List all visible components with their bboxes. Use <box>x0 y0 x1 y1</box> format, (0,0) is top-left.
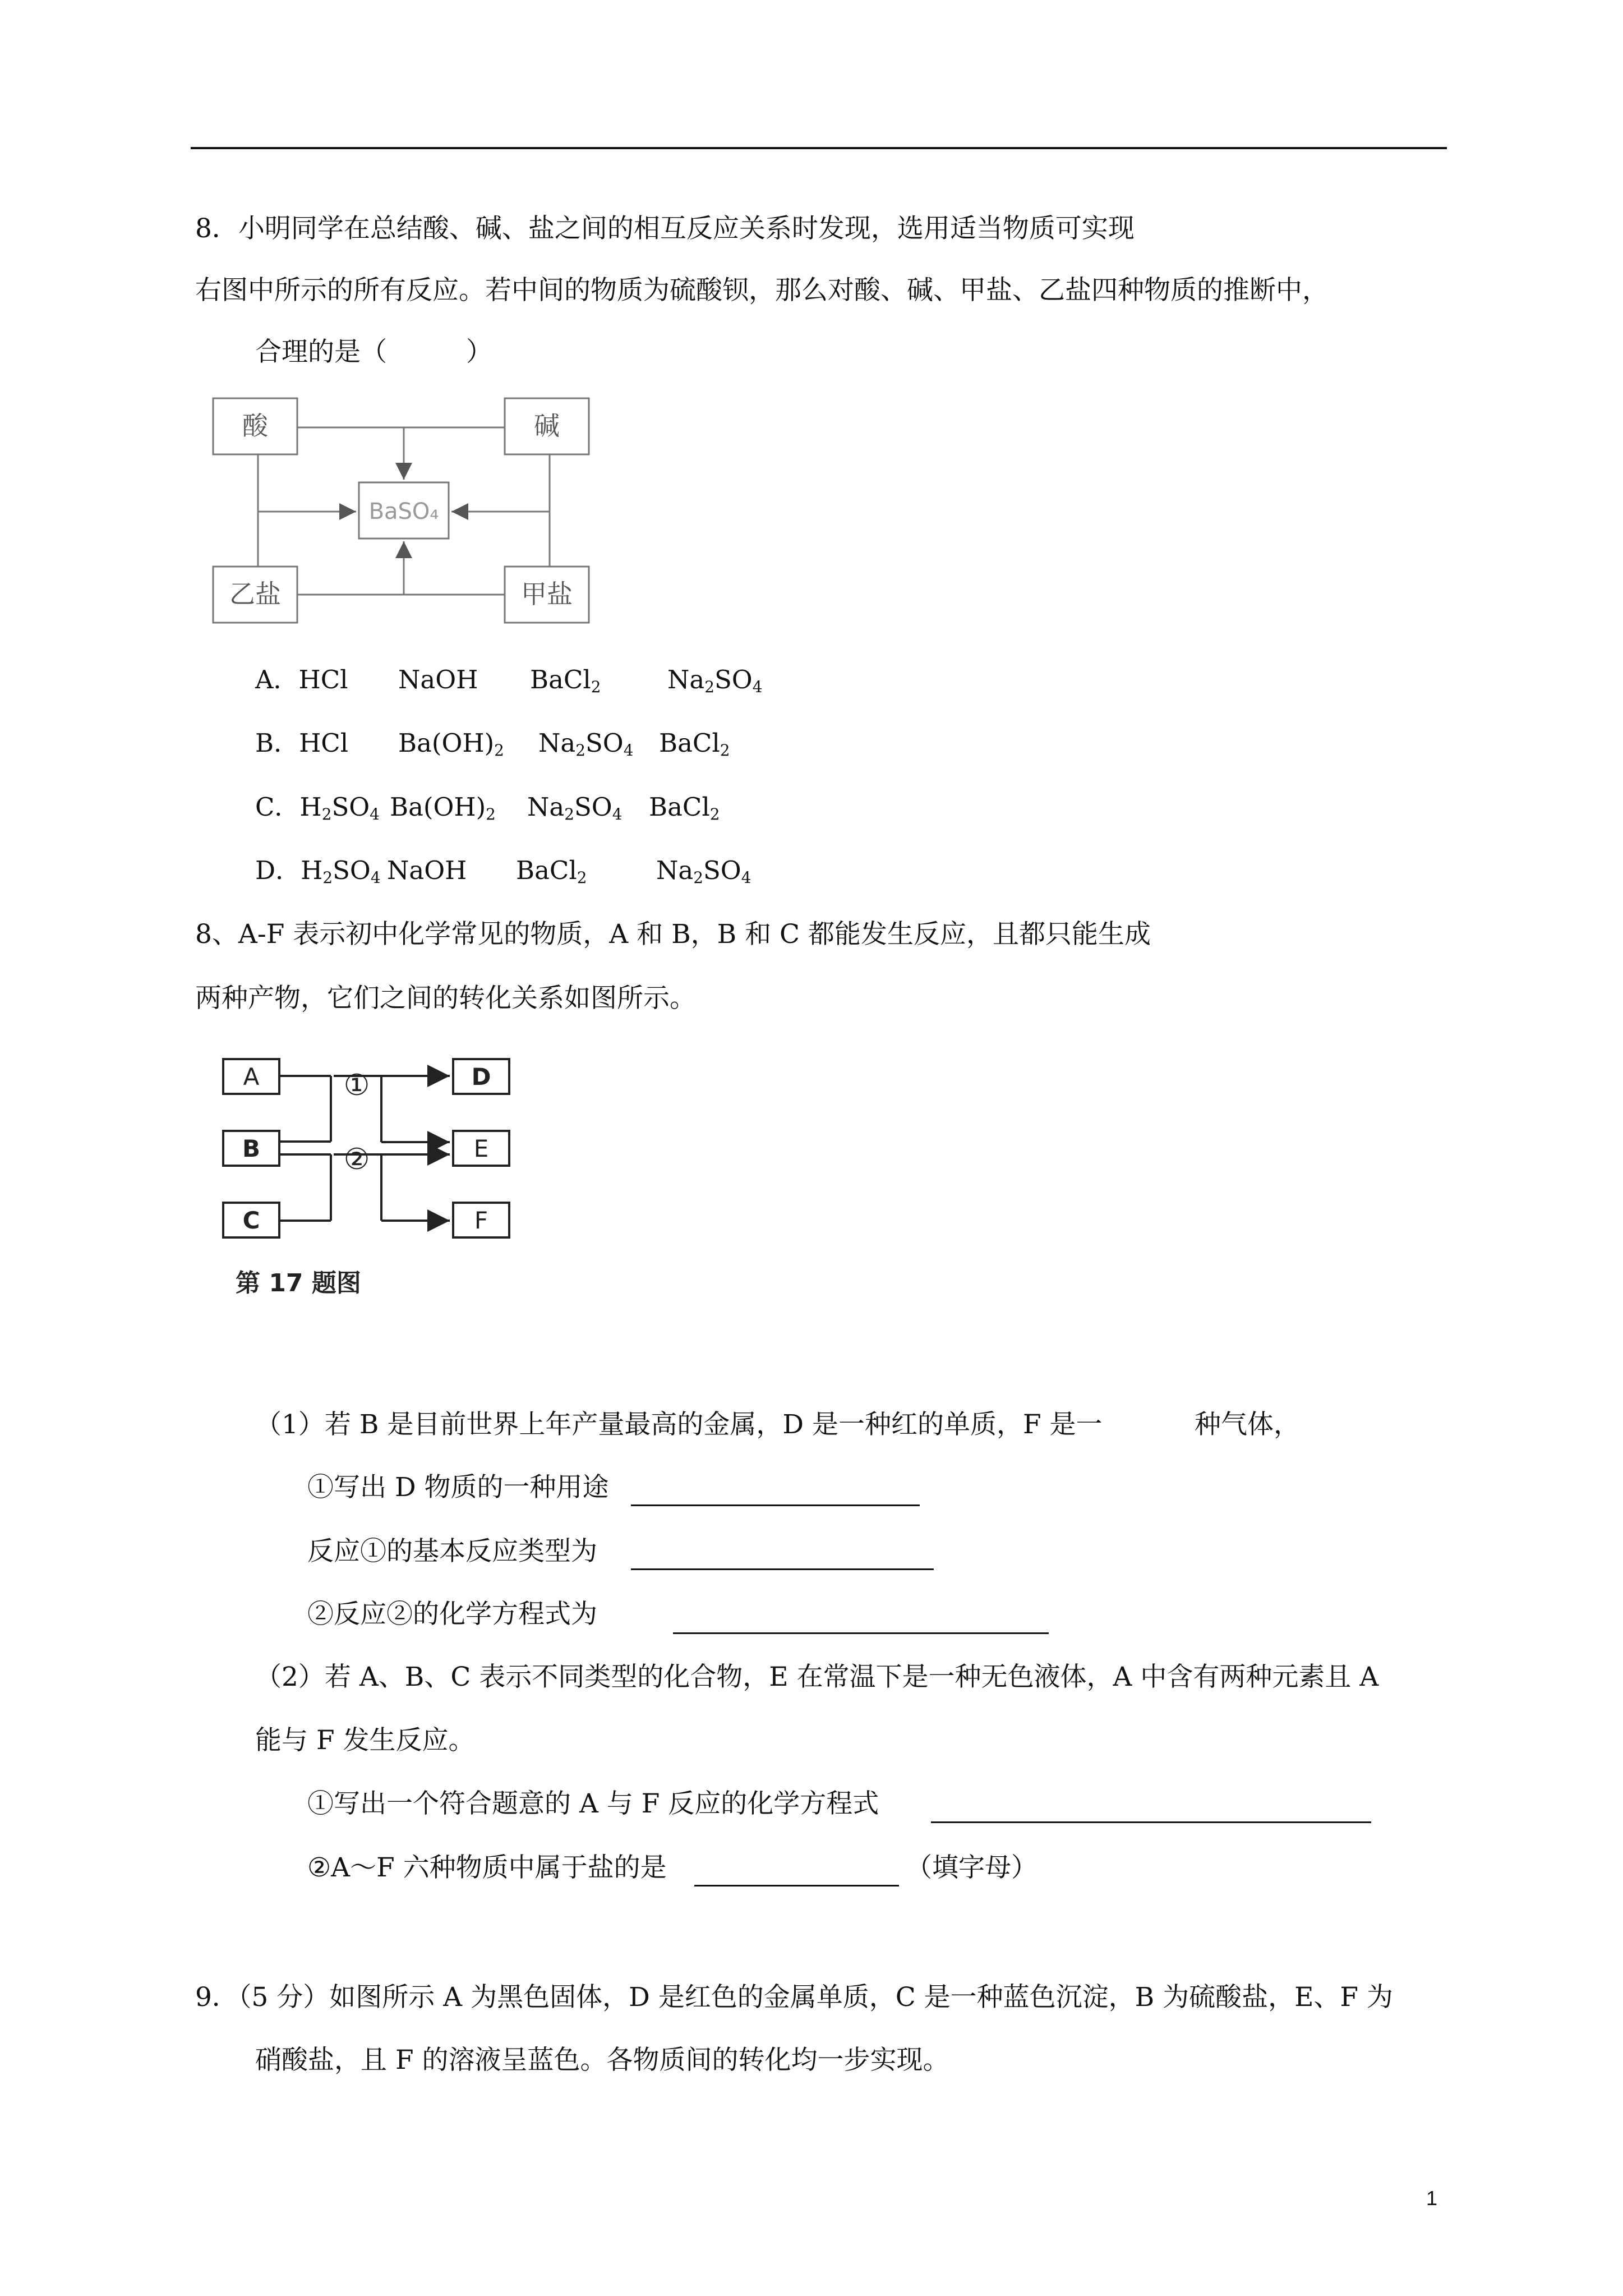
p1-q2: 反应①的基本反应类型为 <box>307 1536 597 1567</box>
q8b-line2: 两种产物，它们之间的转化关系如图所示。 <box>195 983 696 1014</box>
node-e: E <box>473 1135 489 1162</box>
option-c: C．$H_2SO_4$ $Ba(OH)_2$ $Na_2SO_4$ BaCl$_2$ <box>255 792 720 823</box>
p2-q2-tail: （填字母） <box>906 1852 1038 1883</box>
p1-q3: ②反应②的化学方程式为 <box>307 1599 597 1630</box>
baso4-label: BaSO₄ <box>368 499 439 524</box>
conversion-diagram <box>213 1055 527 1313</box>
acid-base-salt-diagram <box>208 393 611 628</box>
reaction-2-label: ② <box>343 1143 370 1176</box>
q9-line1: 9．（5 分）如图所示 A 为黑色固体，D 是红色的金属单质，C 是一种蓝色沉淀，B 为硫酸盐，E、F 为 <box>195 1982 1393 2013</box>
node-c: C <box>242 1207 260 1234</box>
q8a-line2: 右图中所示的所有反应。若中间的物质为硫酸钡，那么对酸、碱、甲盐、乙盐四种物质的推断中， <box>195 275 1329 306</box>
header-rule <box>191 147 1447 149</box>
answer-blank-5[interactable] <box>694 1885 899 1887</box>
p1-intro-b: 种气体， <box>1195 1409 1300 1440</box>
answer-blank-3[interactable] <box>673 1632 1049 1634</box>
p1-intro-a: （1）若 B 是目前世界上年产量最高的金属，D 是一种红的单质，F 是一 <box>255 1409 1103 1440</box>
node-b: B <box>242 1135 261 1162</box>
diagram-caption: 第 17 题图 <box>236 1269 361 1297</box>
node-f: F <box>474 1207 488 1234</box>
q9-line2: 硝酸盐，且 F 的溶液呈蓝色。各物质间的转化均一步实现。 <box>255 2045 949 2076</box>
q8a-line3: 合理的是（ ） <box>255 337 492 367</box>
answer-blank-4[interactable] <box>931 1821 1371 1823</box>
salt-jia-label: 甲盐 <box>521 579 573 609</box>
page-number: 1 <box>1426 2187 1438 2210</box>
acid-label: 酸 <box>242 411 268 441</box>
option-d: D．$H_2SO_4$ NaOH BaCl$_2$ $Na_2SO_4$ <box>255 855 751 887</box>
p2-q2: ②A～F 六种物质中属于盐的是 <box>307 1852 667 1883</box>
option-b: B．HCl $Ba(OH)_2$ $Na_2SO_4$ BaCl$_2$ <box>255 728 730 760</box>
answer-blank-2[interactable] <box>631 1568 934 1570</box>
reaction-1-label: ① <box>343 1069 370 1102</box>
answer-blank-1[interactable] <box>631 1504 920 1506</box>
q8a-line1: 8．小明同学在总结酸、碱、盐之间的相互反应关系时发现，选用适当物质可实现 <box>195 213 1135 244</box>
node-d: D <box>471 1063 491 1091</box>
node-a: A <box>243 1063 260 1091</box>
p2-intro-a: （2）若 A、B、C 表示不同类型的化合物，E 在常温下是一种无色液体，A 中含有两种元素且 A <box>255 1662 1379 1692</box>
p1-q1: ①写出 D 物质的一种用途 <box>307 1472 609 1503</box>
base-label: 碱 <box>534 411 560 441</box>
p2-intro-b: 能与 F 发生反应。 <box>255 1725 475 1756</box>
p2-q1: ①写出一个符合题意的 A 与 F 反应的化学方程式 <box>307 1788 879 1819</box>
q8b-line1: 8、A-F 表示初中化学常见的物质，A 和 B，B 和 C 都能发生反应，且都只能生成 <box>195 919 1151 950</box>
salt-yi-label: 乙盐 <box>229 579 281 609</box>
option-a: A．HCl NaOH BaCl$_2$ $Na_2SO_4$ <box>255 665 763 696</box>
